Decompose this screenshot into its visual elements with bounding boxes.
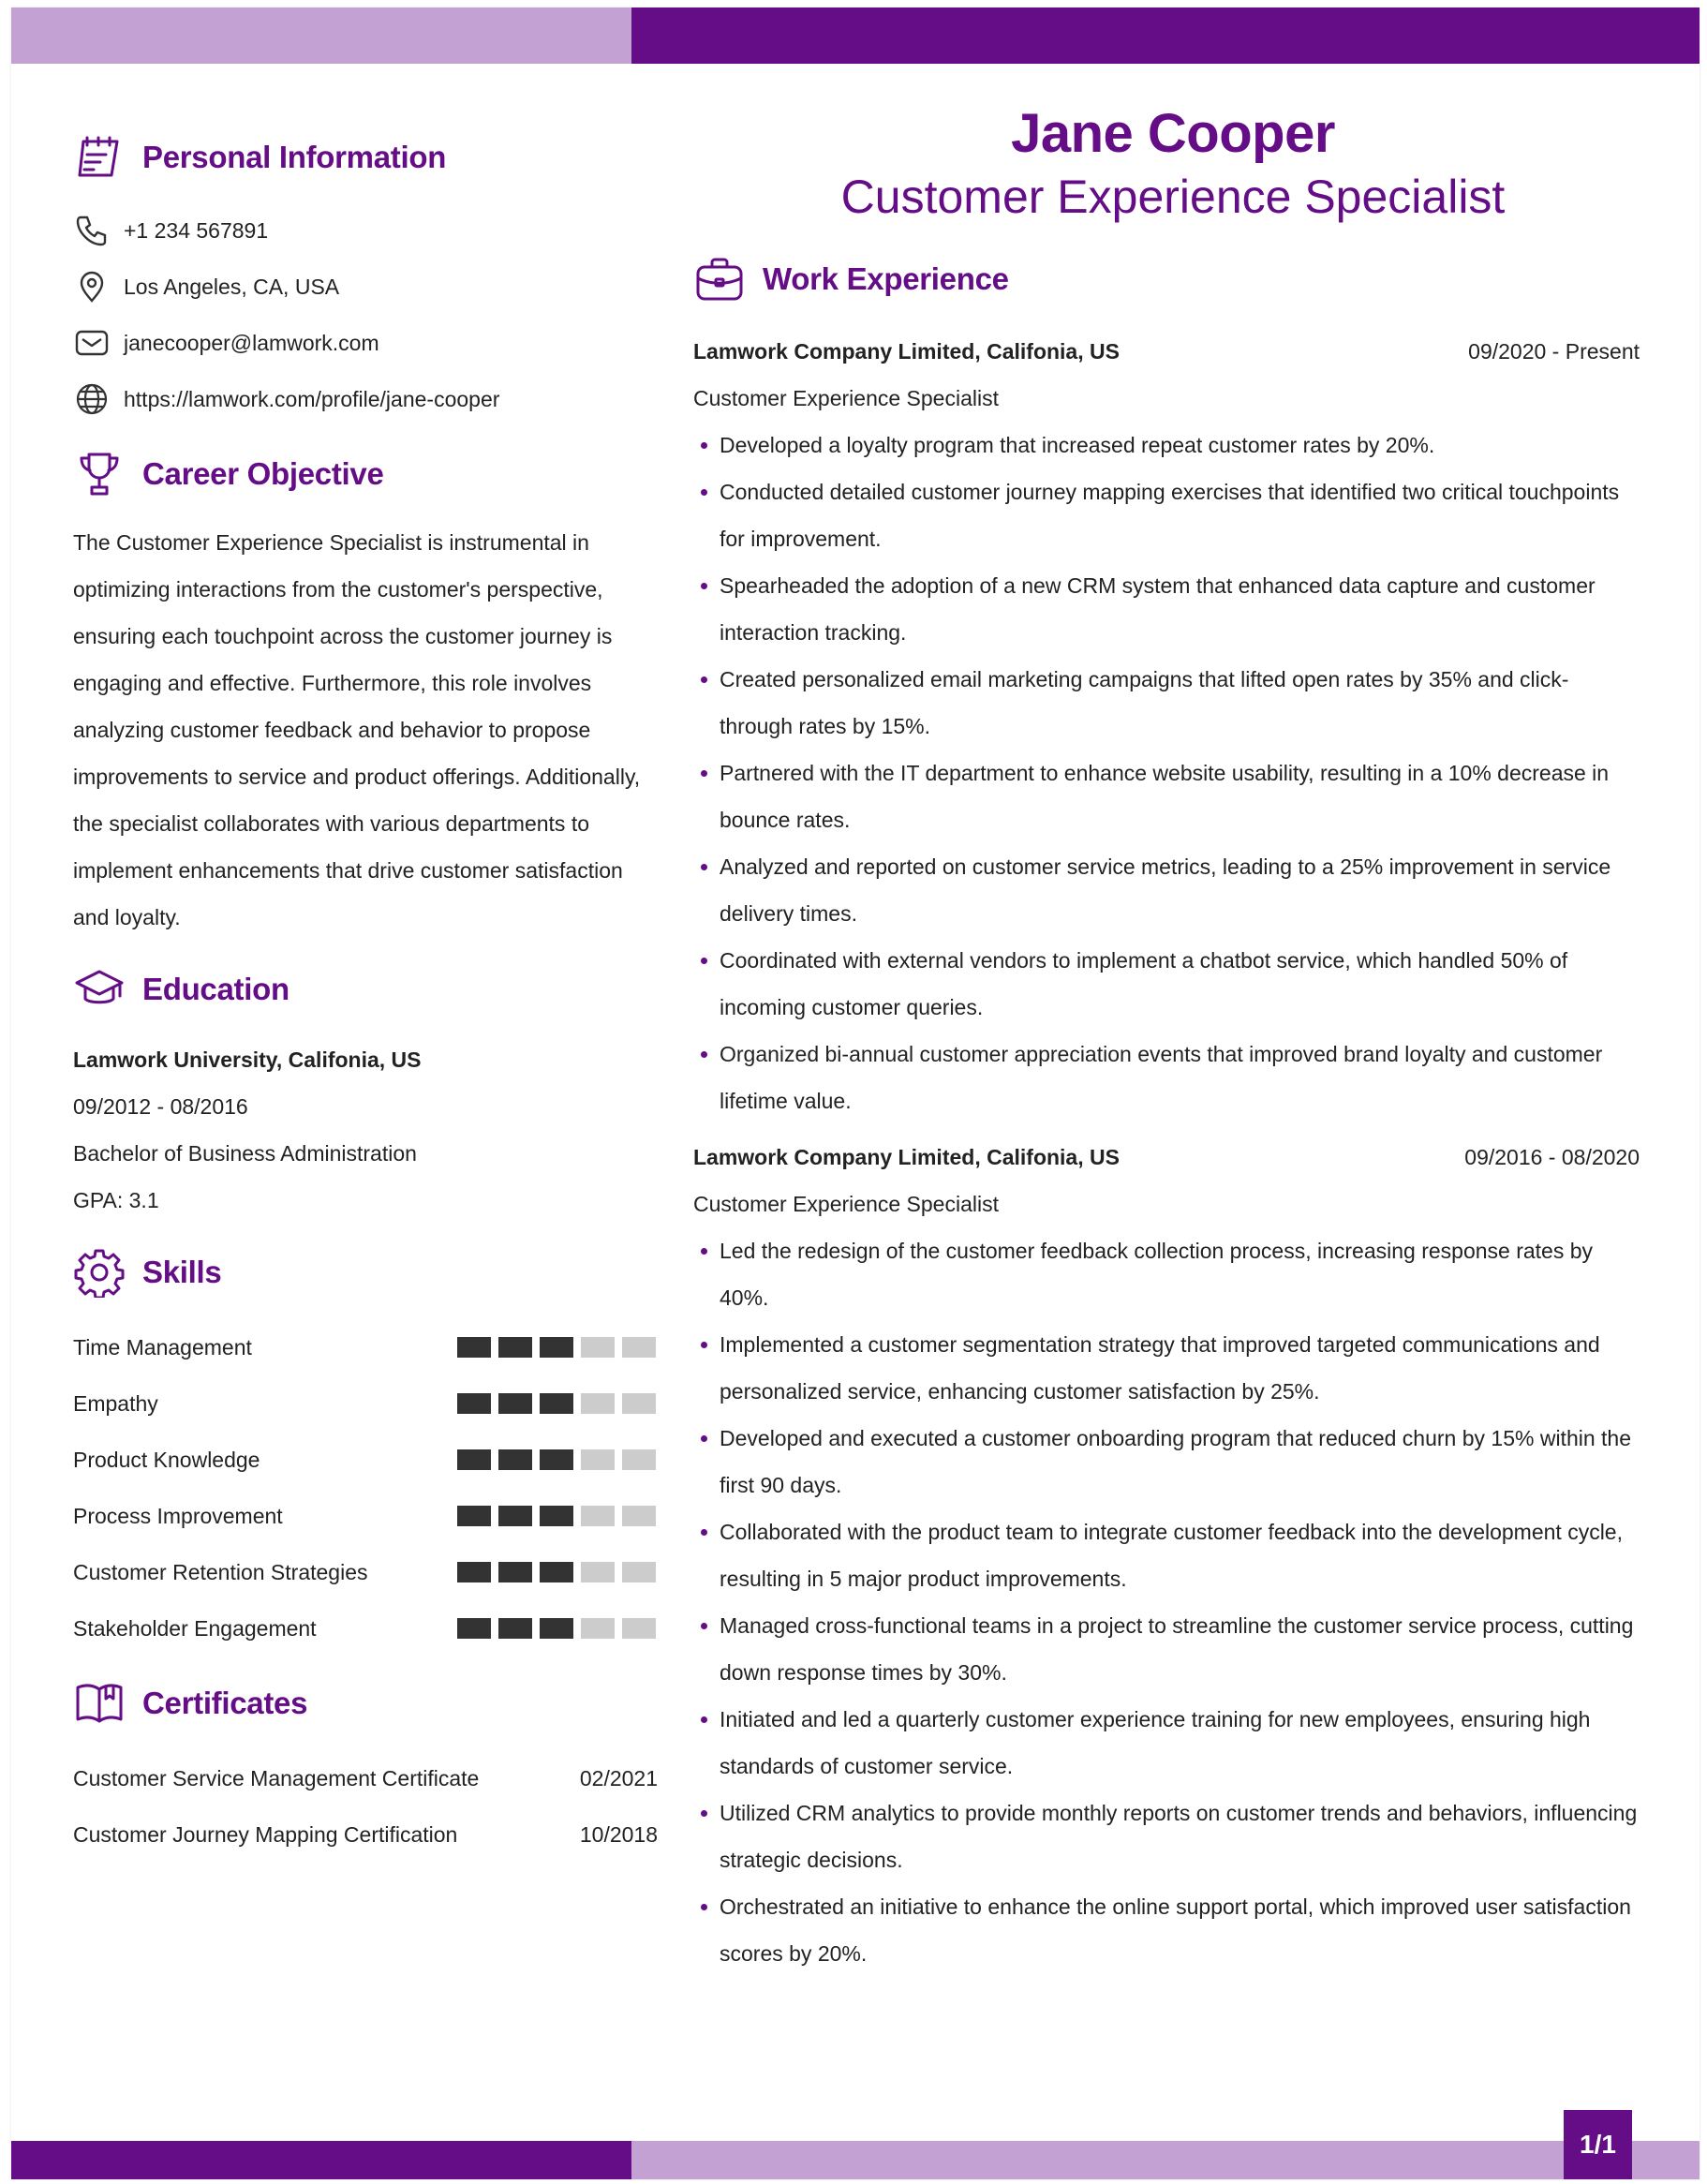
skills-list <box>73 1319 643 1657</box>
certificate-row <box>73 1806 658 1863</box>
certificate-name: Customer Service Management Certificate <box>73 1765 480 1790</box>
job-bullet: Spearheaded the adoption of a new CRM system that enhanced data capture and customer interaction tracking. <box>693 562 1640 656</box>
page-number: 1/1 <box>1564 2110 1632 2179</box>
mail-icon <box>73 324 111 362</box>
job-bullet: Partnered with the IT department to enhance website usability, resulting in a 10% decrease in bounce rates. <box>693 750 1640 843</box>
job-dates: 09/2020 - Present <box>1468 339 1640 364</box>
job-bullet: Utilized CRM analytics to provide monthly reports on customer trends and behaviors, influencing strategic decisions. <box>693 1790 1640 1883</box>
briefcase-icon <box>693 253 746 305</box>
skill-level <box>457 1506 656 1526</box>
skill-block-filled <box>457 1393 491 1414</box>
work-experience-heading <box>693 251 1640 307</box>
skill-block-empty <box>622 1337 656 1358</box>
education-gpa: GPA: 3.1 <box>73 1188 159 1212</box>
section-title: Career Objective <box>142 456 384 491</box>
skill-block-filled <box>457 1562 491 1582</box>
skill-row <box>73 1375 643 1432</box>
left-column <box>73 129 658 1863</box>
skill-row <box>73 1488 643 1544</box>
skill-name: Empathy <box>73 1390 158 1416</box>
top-accent-bar-dark <box>631 7 1700 64</box>
skill-block-empty <box>622 1449 656 1470</box>
skill-name: Process Improvement <box>73 1503 283 1528</box>
job-bullet: Led the redesign of the customer feedback collection process, increasing response rates by 40%. <box>693 1227 1640 1321</box>
section-title: Education <box>142 972 289 1006</box>
skill-block-empty <box>581 1337 615 1358</box>
gear-icon <box>73 1246 126 1299</box>
certificate-date: 10/2018 <box>579 1821 658 1847</box>
skill-block-filled <box>540 1393 573 1414</box>
skill-level <box>457 1618 656 1639</box>
job-bullet: Initiated and led a quarterly customer experience training for new employees, ensuring high standards of customer service. <box>693 1696 1640 1790</box>
contact-text: https://lamwork.com/profile/jane-cooper <box>124 386 500 411</box>
skill-name: Product Knowledge <box>73 1447 260 1472</box>
skill-block-filled <box>498 1506 532 1526</box>
contact-location <box>73 259 643 315</box>
job-header <box>693 1134 1640 1181</box>
skill-row <box>73 1600 643 1657</box>
calendar-note-icon <box>73 131 126 184</box>
phone-icon <box>73 212 111 249</box>
bottom-accent-bar-dark <box>11 2141 631 2179</box>
skill-block-filled <box>457 1618 491 1639</box>
contact-website <box>73 371 643 427</box>
education-entry <box>73 1036 643 1224</box>
skill-block-filled <box>457 1337 491 1358</box>
job-header <box>693 328 1640 375</box>
job-bullet: Analyzed and reported on customer service metrics, leading to a 25% improvement in service delivery times. <box>693 843 1640 937</box>
job-bullets <box>693 1227 1640 1977</box>
skill-block-filled <box>498 1618 532 1639</box>
skill-name: Time Management <box>73 1334 252 1359</box>
skill-level <box>457 1449 656 1470</box>
skill-level <box>457 1337 656 1358</box>
contact-list <box>73 202 643 427</box>
job-dates: 09/2016 - 08/2020 <box>1464 1145 1640 1169</box>
skill-block-filled <box>498 1449 532 1470</box>
skill-level <box>457 1393 656 1414</box>
skill-block-empty <box>581 1618 615 1639</box>
job-bullet: Developed and executed a customer onboarding program that reduced churn by 15% within the first 90 days. <box>693 1415 1640 1508</box>
job-bullets <box>693 422 1640 1124</box>
contact-text: janecooper@lamwork.com <box>124 330 379 355</box>
candidate-name: Jane Cooper <box>1011 103 1335 164</box>
skill-block-filled <box>540 1506 573 1526</box>
job-entry <box>693 328 1640 1124</box>
job-bullet: Collaborated with the product team to integrate customer feedback into the development cycle, resulting in 5 major product improvements. <box>693 1508 1640 1602</box>
job-bullet: Managed cross-functional teams in a project to streamline the customer service process, cutting down response times by 30%. <box>693 1602 1640 1696</box>
certificate-row <box>73 1750 658 1806</box>
skill-block-empty <box>622 1506 656 1526</box>
job-bullet: Organized bi-annual customer appreciation events that improved brand loyalty and customer lifetime value. <box>693 1031 1640 1124</box>
graduation-cap-icon <box>73 963 126 1016</box>
skill-block-empty <box>622 1562 656 1582</box>
education-heading <box>73 961 643 1018</box>
skill-row <box>73 1319 643 1375</box>
contact-text: +1 234 567891 <box>124 217 269 243</box>
section-title: Work Experience <box>763 261 1009 296</box>
location-pin-icon <box>73 268 111 305</box>
section-title: Skills <box>142 1255 222 1289</box>
job-company: Lamwork Company Limited, Califonia, US <box>693 339 1120 364</box>
skill-block-empty <box>581 1449 615 1470</box>
bottom-accent-bar-light <box>631 2141 1700 2179</box>
contact-text: Los Angeles, CA, USA <box>124 274 340 299</box>
candidate-role: Customer Experience Specialist <box>840 171 1506 223</box>
skill-block-filled <box>498 1337 532 1358</box>
trophy-icon <box>73 448 126 500</box>
job-bullet: Created personalized email marketing campaigns that lifted open rates by 35% and click-through rates by 15%. <box>693 656 1640 750</box>
certificate-date: 02/2021 <box>579 1765 658 1790</box>
skill-block-filled <box>457 1449 491 1470</box>
skill-block-filled <box>540 1337 573 1358</box>
skill-block-filled <box>498 1562 532 1582</box>
education-degree: Bachelor of Business Administration <box>73 1141 417 1166</box>
skills-heading <box>73 1244 643 1300</box>
job-bullet: Coordinated with external vendors to implement a chatbot service, which handled 50% of incoming customer queries. <box>693 937 1640 1031</box>
personal-info-heading <box>73 129 643 186</box>
contact-phone <box>73 202 643 259</box>
skill-level <box>457 1562 656 1582</box>
career-objective-heading <box>73 446 643 502</box>
certificates-list <box>73 1750 658 1863</box>
skill-block-filled <box>540 1449 573 1470</box>
job-company: Lamwork Company Limited, Califonia, US <box>693 1145 1120 1169</box>
education-dates: 09/2012 - 08/2016 <box>73 1094 248 1119</box>
contact-email <box>73 315 643 371</box>
job-bullet: Implemented a customer segmentation strategy that improved targeted communications and personalized service, enhancing customer satisfaction by 25%. <box>693 1321 1640 1415</box>
certificates-heading <box>73 1675 643 1731</box>
top-accent-bar-light <box>11 7 631 64</box>
skill-block-filled <box>457 1506 491 1526</box>
skill-block-filled <box>498 1393 532 1414</box>
skill-name: Stakeholder Engagement <box>73 1615 317 1641</box>
career-objective-text: The Customer Experience Specialist is instrumental in optimizing interactions from the customer's perspective, ensuring each touchpoint across the customer journey is engaging and effective. Furthermore, this role involves analyzing customer feedback and behavior to propose improvements to service and product offerings. Additionally, the specialist collaborates with various departments to implement enhancements that drive customer satisfaction and loyalty. <box>73 530 641 929</box>
job-title: Customer Experience Specialist <box>693 1192 999 1216</box>
skill-block-filled <box>540 1618 573 1639</box>
book-icon <box>73 1677 126 1730</box>
skill-block-empty <box>581 1562 615 1582</box>
resume-header <box>686 101 1660 227</box>
skill-name: Customer Retention Strategies <box>73 1559 368 1584</box>
globe-icon <box>73 380 111 418</box>
skill-row <box>73 1544 643 1600</box>
skill-row <box>73 1432 643 1488</box>
skill-block-empty <box>581 1393 615 1414</box>
certificate-name: Customer Journey Mapping Certification <box>73 1821 458 1847</box>
job-bullet: Orchestrated an initiative to enhance the online support portal, which improved user satisfaction scores by 20%. <box>693 1883 1640 1977</box>
job-title: Customer Experience Specialist <box>693 386 999 410</box>
job-entry <box>693 1134 1640 1977</box>
skill-block-empty <box>581 1506 615 1526</box>
job-bullet: Developed a loyalty program that increased repeat customer rates by 20%. <box>693 422 1640 468</box>
skill-block-filled <box>540 1562 573 1582</box>
right-column <box>693 251 1640 1977</box>
skill-block-empty <box>622 1393 656 1414</box>
job-bullet: Conducted detailed customer journey mapping exercises that identified two critical touchpoints for improvement. <box>693 468 1640 562</box>
section-title: Personal Information <box>142 140 447 174</box>
education-school: Lamwork University, Califonia, US <box>73 1047 422 1072</box>
section-title: Certificates <box>142 1686 308 1720</box>
skill-block-empty <box>622 1618 656 1639</box>
resume-page <box>11 7 1700 2179</box>
